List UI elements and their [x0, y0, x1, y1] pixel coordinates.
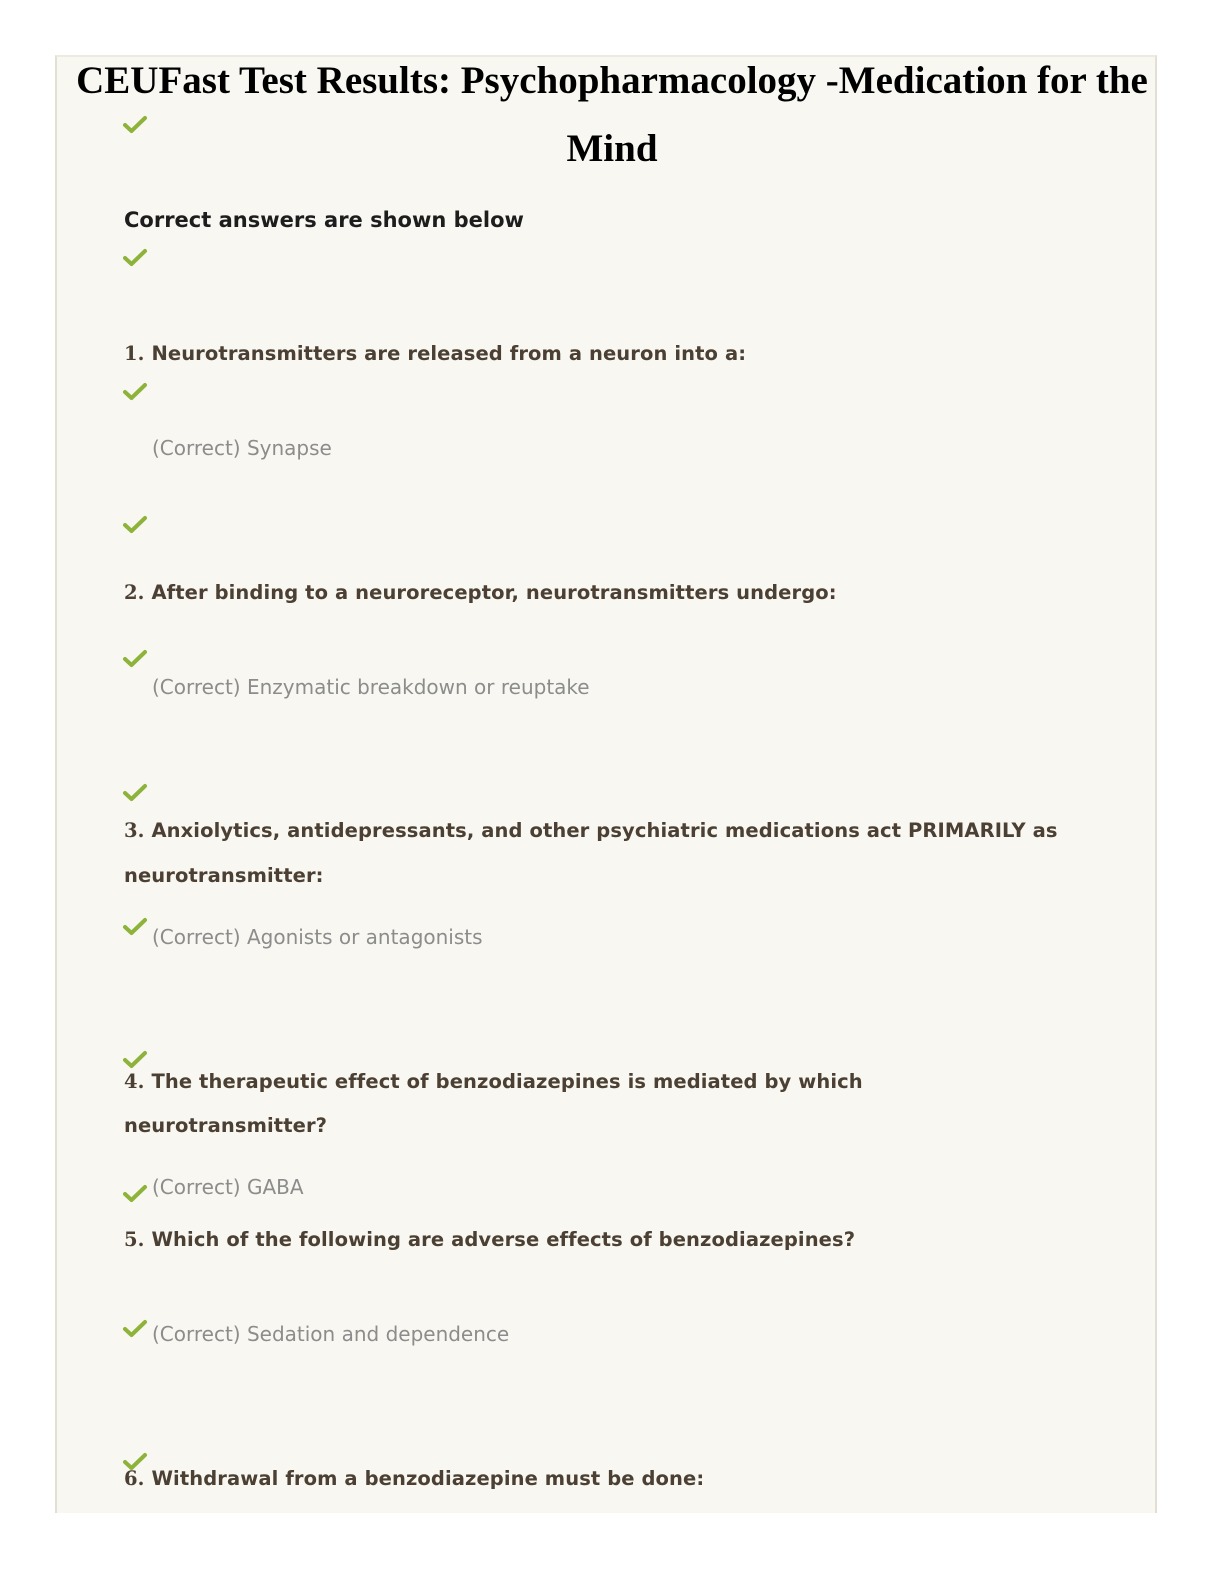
question-4-continued: neurotransmitter?: [124, 1114, 328, 1137]
page-title-line-2: Mind: [566, 127, 658, 170]
check-icon: [122, 514, 148, 536]
check-icon: [122, 648, 148, 670]
answer-5: (Correct) Sedation and dependence: [152, 1322, 510, 1346]
question-6: [124, 1467, 704, 1490]
question-number: 3.: [124, 819, 145, 842]
correct-answers-heading: Correct answers are shown below: [124, 208, 524, 232]
question-text: Withdrawal from a benzodiazepine must be done:: [151, 1467, 705, 1490]
check-icon: [122, 1183, 148, 1205]
question-3-continued: neurotransmitter:: [124, 864, 324, 887]
page-title-line-1: CEUFast Test Results: Psychopharmacology -Medication for the: [76, 59, 1148, 102]
question-number: 2.: [124, 581, 145, 604]
question-text: Anxiolytics, antidepressants, and other psychiatric medications act PRIMARILY as: [151, 819, 1058, 842]
question-3: [124, 819, 1058, 842]
check-icon: [122, 1318, 148, 1340]
question-text: The therapeutic effect of benzodiazepines is mediated by which: [151, 1070, 863, 1093]
results-panel: [55, 55, 1157, 1513]
question-number: 6.: [124, 1467, 145, 1490]
answer-2: (Correct) Enzymatic breakdown or reuptake: [152, 675, 590, 699]
check-icon: [122, 114, 148, 136]
question-2: [124, 581, 837, 604]
answer-4: (Correct) GABA: [152, 1175, 304, 1199]
question-text: Which of the following are adverse effects of benzodiazepines?: [151, 1228, 856, 1251]
question-number: 5.: [124, 1228, 145, 1251]
question-text: Neurotransmitters are released from a neuron into a:: [151, 342, 747, 365]
check-icon: [122, 1049, 148, 1071]
check-icon: [122, 782, 148, 804]
check-icon: [122, 381, 148, 403]
question-number: 4.: [124, 1070, 145, 1093]
question-number: 1.: [124, 342, 145, 365]
answer-1: (Correct) Synapse: [152, 436, 332, 460]
question-5: [124, 1228, 855, 1251]
question-text: After binding to a neuroreceptor, neurotransmitters undergo:: [151, 581, 837, 604]
question-4: [124, 1070, 863, 1093]
check-icon: [122, 916, 148, 938]
question-1: [124, 342, 746, 365]
answer-3: (Correct) Agonists or antagonists: [152, 925, 483, 949]
check-icon: [122, 247, 148, 269]
